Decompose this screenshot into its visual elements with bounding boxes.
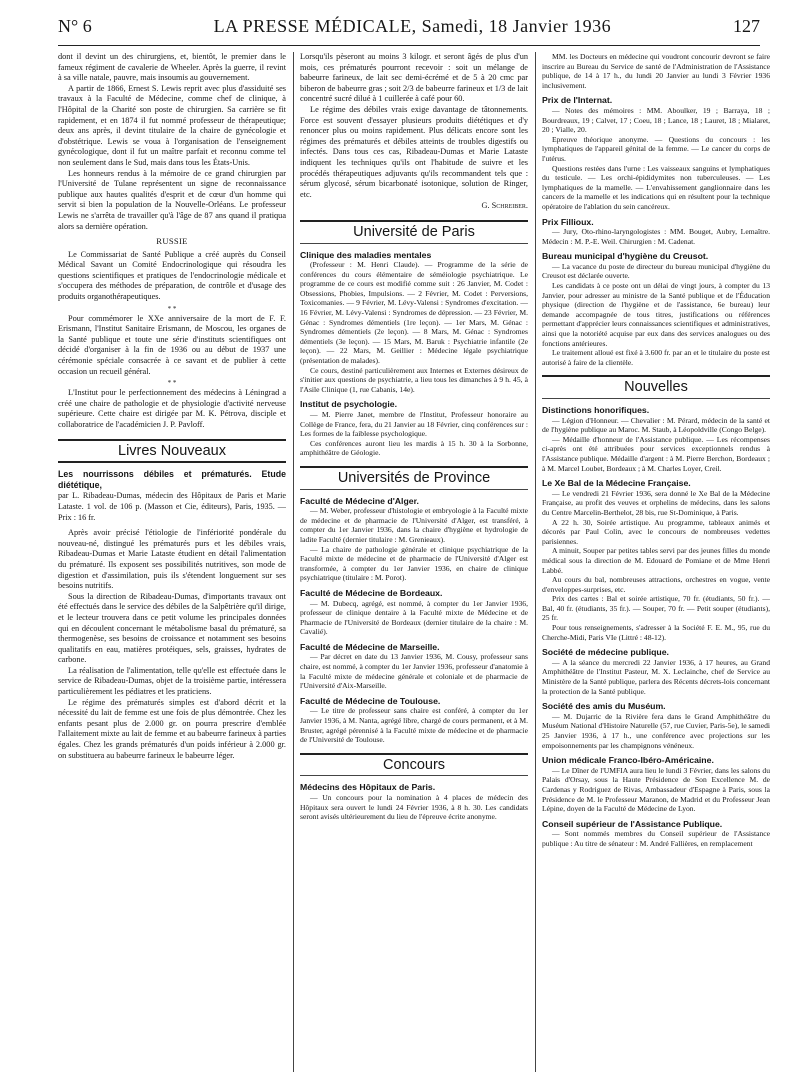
paragraph: Pour tous renseignements, s'adresser à la Société F. E. M., 95, rue du Cherche-Midi, Paris VIe (Littré : 48-12). [542, 623, 770, 642]
item-heading: Distinctions honorifiques. [542, 405, 650, 415]
paragraph: La réalisation de l'alimentation, telle qu'elle est effectuée dans le service de Ribadeau-Dumas, objet de la troisième partie, intéressera particulièrement les pédiatres et les praticiens. [58, 665, 286, 697]
section-title-livres: Livres Nouveaux [58, 439, 286, 464]
section-title-nouvelles: Nouvelles [542, 375, 770, 399]
item-heading: Médecins des Hôpitaux de Paris. [300, 782, 436, 793]
item-heading: Société des amis du Muséum. [542, 701, 666, 712]
section-title-concours: Concours [300, 753, 528, 777]
paragraph: Le traitement alloué est fixé à 3.600 fr. par an et le titulaire du poste est autorisé à faire de la clientèle. [542, 348, 770, 367]
paragraph: — La vacance du poste de directeur du bureau municipal d'hygiène du Creusot est déclarée ouverte. [542, 261, 770, 281]
item-heading: Prix Fillioux. [542, 216, 594, 227]
paragraph: Les honneurs rendus à la mémoire de ce grand chirurgien par l'Université de Tulane représentent un signe de reconnaissance publique aux hautes qualités d'esprit et de cœur d'un homme qui servit si bien la population de la Nouvelle-Orléans. Le professeur Lewis ne s'arrêta de travailler qu'à l'âge de 87 ans quand il pratiqua alors sa dernière opération. [58, 168, 286, 231]
page-header [58, 16, 760, 44]
issue-number: N° 6 [58, 16, 92, 36]
paragraph: — M. Pierre Janet, membre de l'Institut, Professeur honoraire au Collège de France, fera, du 21 Janvier au 18 Février, cinq conférences sur : Les formes de la faiblesse psychologique. [300, 410, 528, 439]
paragraph: Lorsqu'ils pèseront au moins 3 kilogr. et seront âgés de plus d'un mois, ces prématurés pourront recevoir : soit un mélange de babeurre farineux, de lait sec demi-écrémé et de 5 à 20 cmc par biberon de babeurre gras ; soit 2/3 de babeurre farineux et 1/3 de lait concentré sucré dilué à 1 cuillerée à café pour 60. [300, 52, 528, 104]
paragraph: — Jury, Oto-rhino-laryngologistes : MM. Bouget, Aubry, Lemaître. Médecin : M. P.-E. Weil. Chirurgien : M. Cadenat. [542, 227, 770, 246]
item-heading: Institut de psychologie. [300, 399, 398, 410]
paragraph: — La chaire de pathologie générale et clinique psychiatrique de la Faculté mixte de médecine et de pharmacie de l'Université d'Alger est transformée, à compter du 1er Janvier 1936, en chaire de clinique psychiatrique (titulaire : M. Porot). [300, 544, 528, 583]
item-heading: Faculté de Médecine de Bordeaux. [300, 587, 443, 598]
paragraph: Au cours du bal, nombreuses attractions, orchestres en vogue, vente d'enveloppes-surprises, etc. [542, 575, 770, 594]
item-heading: Faculté de Médecine de Toulouse. [300, 695, 441, 706]
paragraph: Les candidats à ce poste ont un délai de vingt jours, à compter du 13 Janvier, pour adresser au ministre de la Santé publique et de l'Éducation physique (direction de l'hygiène et de l'assistance, 6e bureau) leur demande accompagnée de tous titres, justifications ou références permettant d'apprécier leurs connaissances scientifiques et administratives, ainsi que la notoriété acquise par eux dans des services analogues ou des fonctions antérieures. [542, 281, 770, 348]
paragraph: — Médaille d'honneur de l'Assistance publique. — Les récompenses ci-après ont été attribuées pour services exceptionnels rendus à l'Assistance publique. Médaille d'argent : à M. Pierre Berchon, Bordeaux ; à M. Marcel Loubet, Bordeaux ; à M. Charles Loyer, Creil. [542, 434, 770, 473]
paragraph: Le régime des débiles vrais exige davantage de tâtonnements. Force est souvent d'essayer plusieurs produits diététiques et d'y renoncer plus ou moins rapidement. Plus délicats encore sont les régimes des prématurés et débiles atteints de troubles digestifs ou infectés. Dans tous ces cas, Ribadeau-Dumas et Marie Lataste indiquent les techniques qu'ils ont l'habitude de suivre et les procédés thérapeutiques adjuvants qu'ils recommandent tels que : sérum glycosé, sérum bicarbonaté isotonique, solution de Ringer, etc. [300, 104, 528, 199]
paragraph: (Professeur : M. Henri Claude). — Programme de la série de conférences du cours élémentaire de séméiologie psychiatrique. Le programme de ce cours est modifié comme suit : 26 Janvier, M. Codet : Obsessions, Phobies, Impulsions. — 2 Février, M. Codet : Perversions, Toxicomanies. — 9 Février, M. Lévy-Valensi : Syndromes d'excitation. — 16 Février, M. Lévy-Valensi : Syndromes de dépression. — 23 Février, M. Génac : Syndromes démentiels (1re leçon). — 1er Mars, M. Génac : Syndromes démentiels (2e leçon). — 8 Mars, M. Génac : Syndromes démentiels (3e leçon). — 15 Mars, M. Baruk : Psychiatrie infantile (2e leçon). — 22 Mars, M. Geillier : Médecine légale psychiatrique (présentation de malades). [300, 260, 528, 366]
author-signature: G. Schreiber. [481, 201, 528, 211]
column-divider [535, 52, 536, 1072]
item-heading: Faculté de Médecine d'Alger. [300, 495, 419, 506]
paragraph: Epreuve théorique anonyme. — Questions du concours : les lymphatiques de l'appareil génital de la femme. — Le cancer du corps de l'utérus. [542, 134, 770, 163]
paragraph: — Notes des mémoires : MM. Aboulker, 19 ; Barraya, 18 ; Bourdreaux, 19 ; Calvet, 17 ; Coeu, 18 ; Lance, 18 ; Lauret, 18 ; Mialaret, 20 ; Vialle, 20. [542, 105, 770, 135]
column-2 [300, 52, 528, 1068]
paragraph: A partir de 1866, Ernest S. Lewis reprit avec plus d'assiduité ses travaux à la Faculté de Médecine, comme chef de clinique, à l'Hôpital de la Charité son poste de chirurgien. Sa carrière se fit rapidement, et en 1874 il fut nommé professeur de thérapeutique; deux ans après, il devint titulaire de la chaire de gynécologie et d'obstétrique. Lewis se voua à l'organisation de l'enseignement gynécologique, dont il fut un maître parfait et reconnu comme tel non seulement dans le Sud, mais dans tous les États-Unis. [58, 83, 286, 167]
paragraph: — M. Dujarric de la Rivière fera dans le Grand Amphithéâtre du Muséum National d'Histoire Naturelle (57, rue Cuvier, Paris-5e), le samedi 25 Janvier 1936, à 17 h., une conférence avec projections sur les empoisonnements par les champignons vénéneux. [542, 711, 770, 750]
item-heading: Conseil supérieur de l'Assistance Publique. [542, 818, 723, 829]
book-title: Les nourrissons débiles et prématurés. Etude diététique, [58, 469, 286, 490]
paragraph: — Légion d'Honneur. — Chevalier : M. Pérard, médecin de la santé et de l'hygiène publique au Maroc. M. Staub, à Léopoldville (Congo Belge). [542, 415, 770, 435]
journal-title-date [214, 16, 612, 37]
section-title-univ-paris: Université de Paris [300, 220, 528, 244]
paragraph: dont il devint un des chirurgiens, et, bientôt, le premier dans le fameux régiment de cavalerie de Wheeler. Après la guerre, il revint à sa ville natale, pauvre, mais insoumis au gouvernement. [58, 52, 286, 83]
journal-title: LA PRESSE MÉDICALE, [213, 16, 417, 36]
paragraph: — Par décret en date du 13 Janvier 1936, M. Cousy, professeur sans chaire, est nommé, à compter du 1er Janvier 1936, professeur d'anatomie à la Faculté mixte de médecine générale et coloniale et de pharmacie de l'Université d'Aix-Marseille. [300, 652, 528, 691]
paragraph: — Le vendredi 21 Février 1936, sera donné le Xe Bal de la Médecine Française, au profit des veuves et orphelins de médecins, dans les salons du Centre Marcelin-Berthelot, 28 bis, rue St-Dominique, à Paris. [542, 488, 770, 517]
item-heading: Clinique des maladies mentales [300, 249, 432, 260]
item-heading: Union médicale Franco-Ibéro-Américaine. [542, 755, 714, 766]
page-number: 127 [733, 16, 760, 36]
paragraph: Pour commémorer le XXe anniversaire de la mort de F. F. Erismann, l'Institut Sanitaire Erismann, de Moscou, les organes de la Santé publique et toute une série d'instituts scientifiques ont décidé d'organiser à la fin de 1936 ou au début de 1937 une cérémonie spéciale consacrée à ce savant et de publier à cette occasion un recueil général. [58, 313, 286, 376]
paragraph: Prix des cartes : Bal et soirée artistique, 70 fr. (étudiants, 50 fr.). — Bal, 40 fr. (étudiants, 35 fr.). — Souper, 70 fr. — Petit souper (étudiants), 25 fr. [542, 594, 770, 623]
item-heading: Prix de l'Internat. [542, 95, 613, 106]
paragraph: — Le titre de professeur sans chaire est conféré, à compter du 1er Janvier 1936, à M. Nanta, agrégé libre, chargé de cours permanent, et à M. Bruster, agrégé pérennisé à la Faculté mixte de médecine et de pharmacie de l'Université de Toulouse. [300, 706, 528, 745]
header-rule [58, 45, 760, 46]
paragraph: Après avoir précisé l'étiologie de l'infériorité pondérale du nouveau-né, distingué les prématurés purs et les débiles vrais, Ribadeau-Dumas et Marie Lataste étudient en détail l'alimentation du prématuré. Ils exposent ses possibilités nutritives, son mode de digestion et d'assimilation, puis ils s'étendent longuement sur ses besoins nutritifs. [58, 528, 286, 591]
paragraph: A minuit, Souper par petites tables servi par des jeunes filles du monde médical sous la direction de M. Edouard de Pomiane et de Mme Henri Labbé. [542, 546, 770, 575]
paragraph: L'Institut pour le perfectionnement des médecins à Léningrad a créé une chaire de pathologie et de physiologie d'activité nerveuse supérieure. Cette chaire est dirigée par M. K. Pétrova, disciple et collaboratrice de l'académicien J. P. Pavloff. [58, 388, 286, 429]
paragraph: Le régime des prématurés simples est d'abord décrit et la nécessité du lait de femme est une fois de plus démontrée. Chez les enfants pesant plus de 2.000 gr. on pourra prescrire d'emblée l'allaitement mixte au lait de femme et au babeurre farineux à parties égales. Chez les grands prématurés d'un poids inférieur à 2.000 gr. on substituera au babeurre farineux le babeurre léger. [58, 697, 286, 760]
paragraph: Questions restées dans l'urne : Les vaisseaux sanguins et lymphatiques du testicule. — Les orchi-épididymites non tuberculeuses. — Les lymphatiques de la mamelle. — L'envahissement ganglionnaire dans les cancers de la mamelle et les indications qui en résultent pour la technique opératoire de l'ablation du sein cancéreux. [542, 163, 770, 211]
issue-date: Samedi, 18 Janvier 1936 [421, 16, 612, 36]
paragraph: — M. Dubecq, agrégé, est nommé, à compter du 1er Janvier 1936, professeur de clinique dentaire à la Faculté mixte de Médecine et de Pharmacie de l'Université de Bordeaux (dernier titulaire de la chaire : M. Cavalié). [300, 598, 528, 637]
paragraph: — M. Weber, professeur d'histologie et embryologie à la Faculté mixte de médecine et de pharmacie de l'Université d'Alger, est transféré, à compter du 1er Janvier 1936, dans la chaire d'hygiène et hydrologie de ladite Faculté (dernier titulaire : M. Grenieaux). [300, 506, 528, 544]
paragraph: Ces conférences auront lieu les mardis à 15 h. 30 à la Sorbonne, amphithéâtre de Géologie. [300, 438, 528, 458]
paragraph: — A la séance du mercredi 22 Janvier 1936, à 17 heures, au Grand Amphithéâtre de l'Institut Pasteur, M. X. Leclainche, chef de Service au Ministère de la Santé publique, parlera des Récents décrets-lois concernant la protection de la Santé publique. [542, 657, 770, 696]
column-divider [293, 52, 294, 1072]
paragraph: Ce cours, destiné particulièrement aux Internes et Externes désireux de s'initier aux questions de psychiatrie, a lieu tous les dimanches à 9 h. 45, à l'Asile Clinique (1, rue Cabanis, 14e). [300, 365, 528, 394]
paragraph: Sous la direction de Ribadeau-Dumas, d'importants travaux ont été effectués dans le service des débiles de la Salpêtrière qu'il dirige, et le lecteur trouvera dans ce petit volume les principales données qui en découlent concernant le métabolisme basal du prématuré, sa thermogenèse, ses besoins de croissance et notamment ses besoins qualitatifs en eau, matières protéiques, sels, graisses, hydrates de carbone. [58, 591, 286, 665]
item-heading: Faculté de Médecine de Marseille. [300, 641, 440, 652]
paragraph: A 22 h. 30, Soirée artistique. Au programme, tableaux animés et décorés par Paul Colin, avec le concours de nombreuses vedettes parisiennes. [542, 517, 770, 546]
paragraph: — Le Dîner de l'UMFIA aura lieu le lundi 3 Février, dans les salons du Palais d'Orsay, sous la Haute Présidence de Son Excellence M. de Cardenas y Rodriguez de Rivas, Ambassadeur d'Espagne à Paris, sous la Présidence de M. le Professeur Maranon, de Madrid et du Professeur Jean Lépine, doyen de la Faculté de Médecine de Lyon. [542, 765, 770, 814]
section-title-univ-province: Universités de Province [300, 466, 528, 490]
paragraph: MM. les Docteurs en médecine qui voudront concourir devront se faire inscrire au Bureau du Service de santé de l'Administration de l'Assistance publique, de 14 à 17 h., du lundi 20 Janvier au lundi 3 Février 1936 inclusivement. [542, 52, 770, 90]
section-subtitle-russie: RUSSIE [156, 236, 188, 247]
paragraph: — Un concours pour la nomination à 4 places de médecin des Hôpitaux sera ouvert le lundi 24 Février 1936, à 8 h. 30. Les candidats seront avisés ultérieurement du lieu de l'épreuve écrite anonyme. [300, 793, 528, 822]
paragraph: — Sont nommés membres du Conseil supérieur de l'Assistance publique : Au titre de sénateur : M. André Fallières, en remplacement [542, 829, 770, 848]
column-3 [542, 52, 770, 1068]
column-1 [58, 52, 286, 1068]
paragraph: Le Commissariat de Santé Publique a créé auprès du Conseil Médical Savant un Comité Endocrinologique qui résoudra les questions scientifiques et pratiques de l'endocrinologie médicale et s'occupera des méthodes de préparation, de contrôle et d'usage des produits organothérapeutiques. [58, 249, 286, 302]
separator-stars: * * [167, 379, 177, 388]
separator-stars: * * [167, 304, 177, 313]
item-heading: Société de médecine publique. [542, 647, 669, 658]
item-heading: Le Xe Bal de la Médecine Française. [542, 478, 691, 489]
item-heading: Bureau municipal d'hygiène du Creusot. [542, 251, 709, 262]
book-meta: par L. Ribadeau-Dumas, médecin des Hôpitaux de Paris et Marie Lataste. 1 vol. de 106 p. (Masson et Cie, éditeurs), Paris, 1935. — Prix : 16 fr. [58, 491, 286, 522]
